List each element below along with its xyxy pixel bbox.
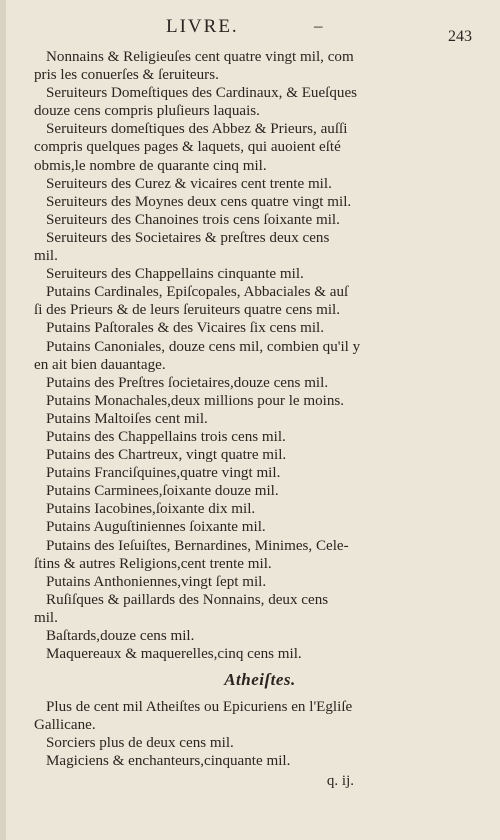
list-item: Putains Anthoniennes,vingt ſept mil. <box>46 573 267 590</box>
list-item: Putains Carminees,ſoixante douze mil. <box>46 483 279 500</box>
list-item: Nonnains & Religieuſes cent quatre vingt mil, com pris les conuerſes & ſeruiteurs. <box>34 49 354 84</box>
list-item: Sorciers plus de deux cens mil. <box>46 735 234 752</box>
list-item: Putains Paſtorales & des Vicaires ſix cens mil. <box>46 320 325 337</box>
page-header <box>0 16 500 45</box>
running-head: LIVRE. <box>166 16 239 37</box>
list-item: Putains Auguſtiniennes ſoixante mil. <box>46 519 266 536</box>
list-item: Seruiteurs des Chappellains cinquante mil. <box>46 266 304 283</box>
list-item: Putains des Ieſuiſtes, Bernardines, Minimes, Cele- ſtins & autres Religions,cent trente mil. <box>34 537 349 572</box>
list-item: Putains Maltoiſes cent mil. <box>46 410 208 427</box>
list-item: Seruiteurs des Curez & vicaires cent trente mil. <box>46 175 332 192</box>
page-gutter <box>0 0 6 840</box>
list-item: Seruiteurs des Chanoines trois cens ſoixante mil. <box>46 211 340 228</box>
list-item: Putains Monachales,deux millions pour le moins. <box>46 392 345 409</box>
page-body <box>34 48 486 790</box>
list-item: Putains Iacobines,ſoixante dix mil. <box>46 501 256 518</box>
list-item: Putains Canoniales, douze cens mil, combien qu'il y en ait bien dauantage. <box>34 338 361 373</box>
list-item: Ruſiſques & paillards des Nonnains, deux cens mil. <box>34 591 329 626</box>
list-item: Magiciens & enchanteurs,cinquante mil. <box>46 753 291 770</box>
list-item: Putains des Chappellains trois cens mil. <box>46 428 286 445</box>
list-item: Putains Franciſquines,quatre vingt mil. <box>46 465 281 482</box>
list-item: Seruiteurs des Moynes deux cens quatre vingt mil. <box>46 193 352 210</box>
list-item: Putains des Preſtres ſocietaires,douze cens mil. <box>46 374 329 391</box>
list-item: Seruiteurs domeſtiques des Abbez & Prieurs, auſſi compris quelques pages & laquets, qui auoient eſté obmis,le nombre de quarante cinq mil. <box>34 121 348 174</box>
page-number: 243 <box>448 28 472 45</box>
list-item: Seruiteurs Domeſtiques des Cardinaux, & Eueſques douze cens compris pluſieurs laquais. <box>34 85 358 120</box>
list-item: Maquereaux & maquerelles,cinq cens mil. <box>46 646 302 663</box>
header-dash: – <box>314 16 323 35</box>
section-heading: Atheiſtes. <box>224 670 296 690</box>
list-item: Putains des Chartreux, vingt quatre mil. <box>46 447 287 464</box>
list-item: Baſtards,douze cens mil. <box>46 628 195 644</box>
list-item: Seruiteurs des Societaires & preſtres deux cens mil. <box>34 229 330 265</box>
signature-mark: q. ij. <box>326 772 354 789</box>
list-item: Plus de cent mil Atheiſtes ou Epicuriens en l'Egliſe Gallicane. <box>34 699 353 734</box>
list-item: Putains Cardinales, Epiſcopales, Abbaciales & auſ ſi des Prieurs & de leurs ſeruiteurs quatre cens mil. <box>34 284 349 319</box>
